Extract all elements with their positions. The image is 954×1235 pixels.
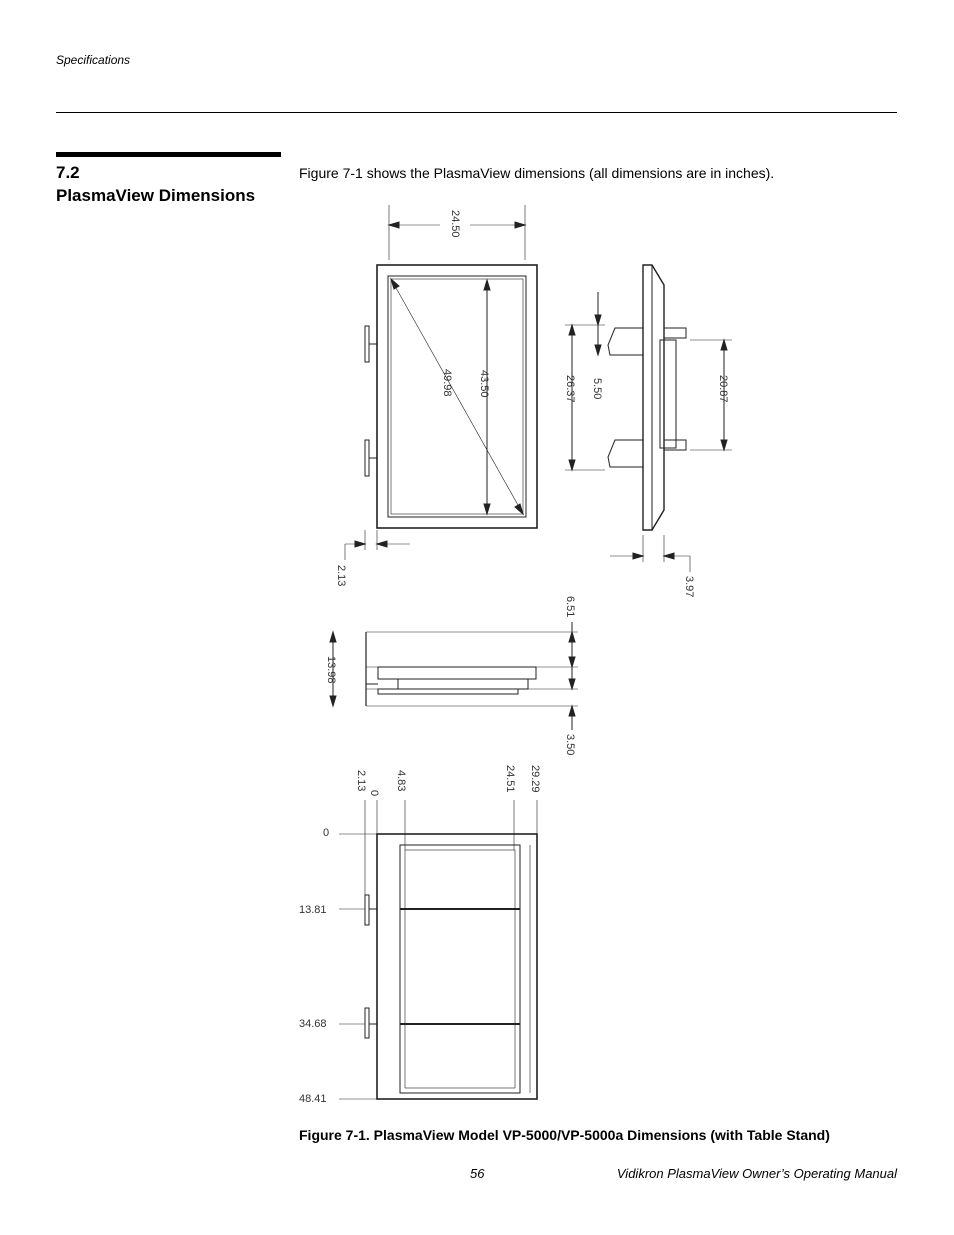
intro-paragraph: Figure 7-1 shows the PlasmaView dimensions (all dimensions are in inches). <box>299 165 775 181</box>
rear-view <box>339 800 537 1099</box>
rear-top-label: 0 <box>368 790 380 797</box>
rear-left-label: 34.68 <box>299 1018 327 1030</box>
front-diagonal-label: 49.98 <box>441 369 453 397</box>
side-depth-label: 3.97 <box>683 576 695 598</box>
front-view <box>345 205 537 560</box>
side-bracket-offset-label: 5.50 <box>591 378 603 400</box>
rear-top-label: 24.51 <box>504 765 516 793</box>
top-panel-depth-label: 3.50 <box>564 734 576 756</box>
rear-top-label: 4.83 <box>395 770 407 792</box>
rear-left-label: 48.41 <box>299 1093 327 1105</box>
rear-left-label: 13.81 <box>299 904 327 916</box>
section-number: 7.2 <box>56 163 80 182</box>
top-view <box>330 622 578 730</box>
page-number: 56 <box>470 1166 485 1181</box>
front-stand-offset-label: 2.13 <box>335 565 347 587</box>
manual-title: Vidikron PlasmaView Owner’s Operating Manual <box>616 1166 897 1181</box>
rear-left-label: 0 <box>323 827 330 839</box>
figure-caption: Figure 7-1. PlasmaView Model VP-5000/VP-5000a Dimensions (with Table Stand) <box>299 1127 830 1143</box>
running-header: Specifications <box>56 53 131 67</box>
front-width-label: 24.50 <box>449 210 461 238</box>
side-total-height-label: 26.37 <box>564 375 576 403</box>
front-height-label: 43.50 <box>478 370 490 398</box>
rear-top-label: 2.13 <box>355 770 367 792</box>
side-view <box>565 265 732 572</box>
section-title: PlasmaView Dimensions <box>56 186 256 205</box>
top-base-depth-label: 6.51 <box>564 596 576 618</box>
top-width-label: 13.98 <box>325 656 337 684</box>
rear-top-label: 29.29 <box>529 765 541 793</box>
side-bracket-span-label: 20.87 <box>717 375 729 403</box>
